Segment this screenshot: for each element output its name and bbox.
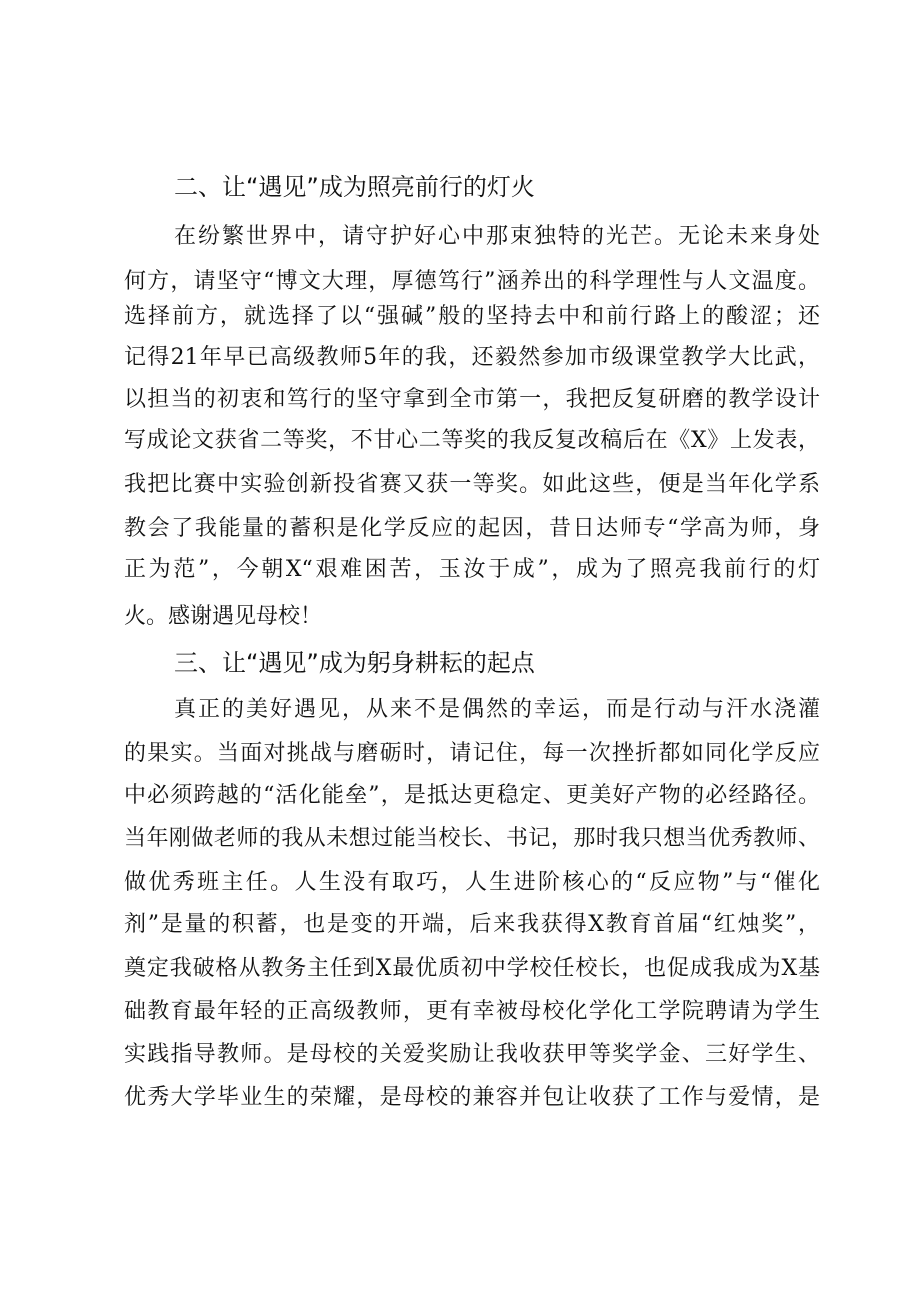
paragraph-line: 教会了我能量的蓄积是化学反应的起因，昔日达师专“学高为师，身 [124, 516, 820, 541]
paragraph-line: 奠定我破格从教务主任到X最优质初中学校任校长，也促成我成为X基 [124, 956, 820, 981]
paragraph-line: 做优秀班主任。人生没有取巧，人生进阶核心的“反应物”与“催化 [124, 870, 820, 895]
paragraph-line: 础教育最年轻的正高级教师，更有幸被母校化学化工学院聘请为学生 [124, 999, 820, 1024]
paragraph-line: 剂”是量的积蓄，也是变的开端，后来我获得X教育首届“红烛奖”， [124, 912, 820, 937]
paragraph-line: 以担当的初衷和笃行的坚守拿到全市第一，我把反复研磨的教学设计 [124, 387, 820, 412]
paragraph-line: 正为范”，今朝X“艰难困苦，玉汝于成”，成为了照亮我前行的灯 [124, 557, 820, 582]
paragraph-line: 选择前方，就选择了以“强碱”般的坚持去中和前行路上的酸涩；还 [124, 304, 820, 329]
paragraph-line: 我把比赛中实验创新投省赛又获一等奖。如此这些，便是当年化学系 [124, 472, 820, 497]
paragraph-line: 在纷繁世界中，请守护好心中那束独特的光芒。无论未来身处 [174, 224, 820, 249]
paragraph-line: 优秀大学毕业生的荣耀，是母校的兼容并包让收获了工作与爱情，是 [124, 1085, 820, 1110]
section-2-heading: 二、让“遇见”成为照亮前行的灯火 [174, 173, 535, 201]
paragraph-line: 写成论文获省二等奖，不甘心二等奖的我反复改稿后在《X》上发表， [124, 428, 820, 453]
paragraph-line: 实践指导教师。是母校的关爱奖励让我收获甲等奖学金、三好学生、 [124, 1042, 820, 1067]
paragraph-line: 当年刚做老师的我从未想过能当校长、书记，那时我只想当优秀教师、 [124, 826, 820, 851]
paragraph-line: 中必须跨越的“活化能垒”，是抵达更稳定、更美好产物的必经路径。 [124, 783, 820, 808]
paragraph-line: 火。感谢遇见母校！ [124, 604, 323, 629]
section-3-heading: 三、让“遇见”成为躬身耕耘的起点 [174, 649, 535, 677]
paragraph-line: 真正的美好遇见，从来不是偶然的幸运，而是行动与汗水浇灌 [174, 697, 820, 722]
paragraph-line: 记得21年早已高级教师5年的我，还毅然参加市级课堂教学大比武， [124, 345, 820, 370]
paragraph-line: 何方，请坚守“博文大理，厚德笃行”涵养出的科学理性与人文温度。 [124, 269, 820, 294]
paragraph-line: 的果实。当面对挑战与磨砺时，请记住，每一次挫折都如同化学反应 [124, 741, 820, 766]
